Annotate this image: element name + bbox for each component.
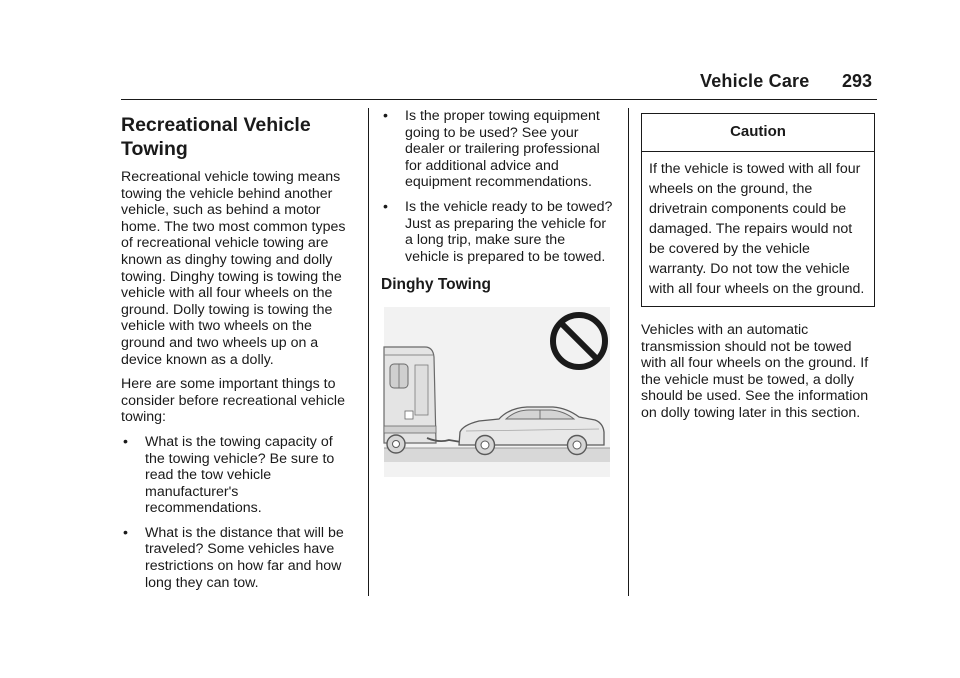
bullet-glyph: • (383, 198, 388, 215)
column-3 (641, 108, 877, 430)
bullet-glyph: • (383, 108, 388, 124)
transmission-paragraph: Vehicles with an automatic transmission should not be towed with all four wheels on the ground. If the vehicle must be towed, a dolly should be used. See the information on dolly towing later in this section. (641, 322, 869, 421)
consider-paragraph: Here are some important things to consider before recreational vehicle towing: (121, 376, 345, 426)
header-divider (121, 99, 877, 100)
prohibited-dinghy-towing-illustration (381, 307, 613, 483)
caution-title: Caution (642, 114, 874, 152)
column-1 (121, 108, 355, 599)
list-item (381, 108, 613, 191)
caution-text: If the vehicle is towed with all four wheels on the ground, the drivetrain components could be damaged. The repairs would not be covered by the vehicle warranty. Do not tow the vehicle with all four wheels on the ground. (649, 161, 865, 297)
section-title: Vehicle Care (700, 71, 810, 91)
list-item-text: Is the vehicle ready to be towed? Just as preparing the vehicle for a long trip, make sure the vehicle is prepared to be towed. (405, 198, 613, 265)
list-item (121, 525, 355, 591)
page-number: 293 (842, 71, 873, 91)
column-divider-1 (368, 108, 369, 596)
bullet-glyph: • (123, 433, 128, 450)
list-item (381, 199, 613, 265)
list-item (121, 434, 355, 517)
subsection-heading: Dinghy Towing (381, 276, 491, 294)
motor-home (384, 347, 436, 453)
list-item-text: What is the distance that will be traveled? Some vehicles have restrictions on how far and how long they can tow. (145, 524, 344, 591)
list-item-text: What is the towing capacity of the towing vehicle? Be sure to read the tow vehicle manufacturer's recommendations. (145, 433, 335, 517)
bullet-glyph: • (123, 524, 128, 541)
column-divider-2 (628, 108, 629, 596)
intro-paragraph: Recreational vehicle towing means towing the vehicle behind another vehicle, such as behind a motor home. The two most common types of recreational vehicle towing are known as dinghy towing and dolly towing. Dinghy towing is towing the vehicle with all four wheels on the ground. Dolly towing is towing the vehicle with two wheels on the ground and two wheels up on a device known as a dolly. (121, 169, 346, 368)
list-item-text: Is the proper towing equipment going to be used? See your dealer or trailering professional for additional advice and equipment recommendations. (405, 108, 600, 191)
section-heading: Recreational Vehicle Towing (121, 114, 311, 160)
caution-box (641, 113, 875, 307)
column-2 (381, 108, 613, 483)
